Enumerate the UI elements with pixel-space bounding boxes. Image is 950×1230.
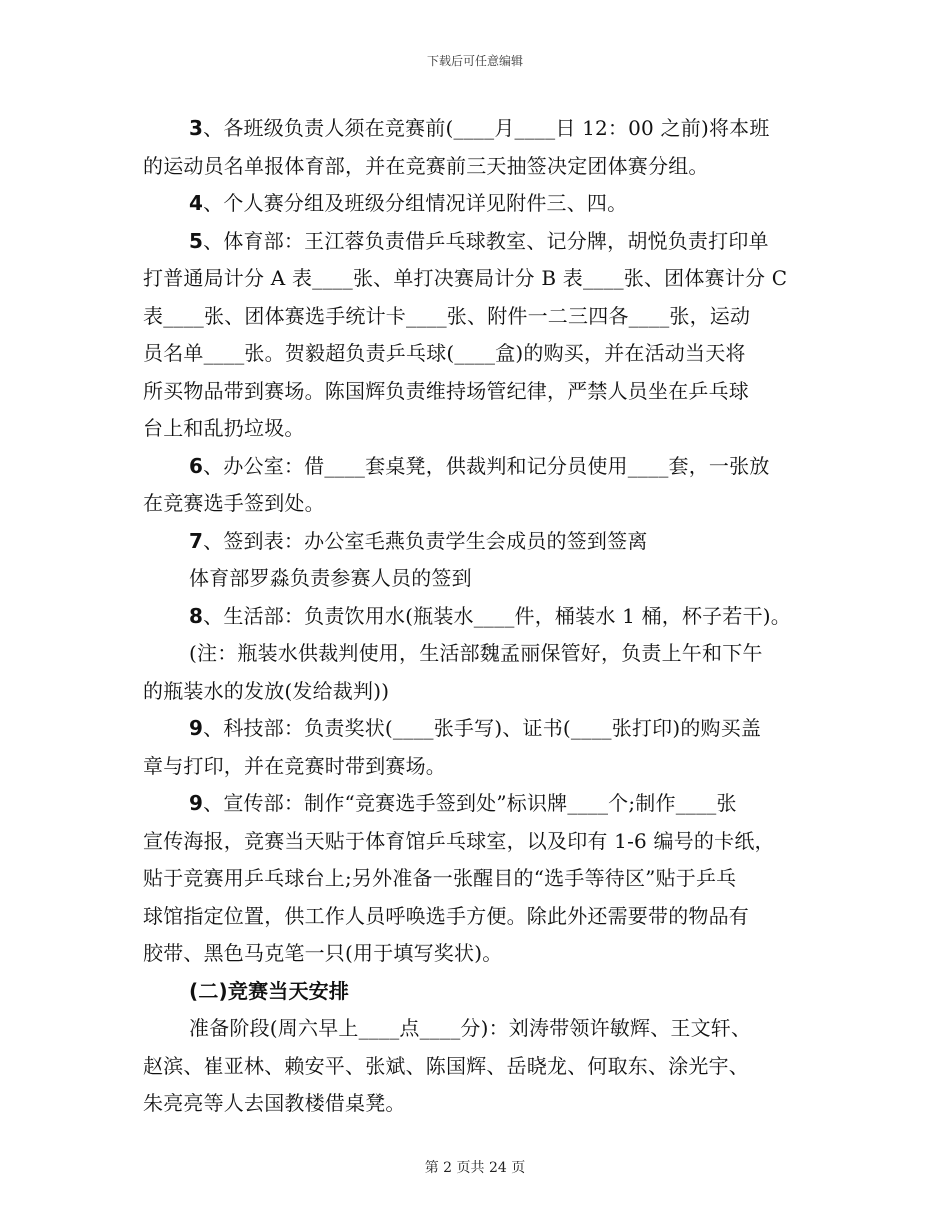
line-text: 、宣传部：制作“竞赛选手签到处”标识牌____个;制作____张 [203, 791, 737, 815]
text-line [143, 785, 823, 823]
line-text: 的瓶装水的发放(发给裁判)) [143, 678, 390, 703]
line-text: 、科技部：负责奖状(____张手写)、证书(____张打印)的购买盖 [203, 716, 762, 740]
text-line [143, 973, 823, 1011]
line-text: 赵滨、崔亚林、赖安平、张斌、陈国辉、岳晓龙、何取东、涂光宇、 [143, 1053, 749, 1078]
item-number: 8 [189, 603, 204, 628]
line-text: 体育部罗淼负责参赛人员的签到 [189, 566, 472, 590]
item-number: 6 [189, 453, 204, 478]
line-text: 表____张、团体赛选手统计卡____张、附件一二三四各____张，运动 [143, 303, 751, 328]
line-text: (注：瓶装水供裁判使用，生活部魏孟丽保管好，负责上午和下午 [189, 641, 763, 665]
item-number: 9 [189, 791, 204, 815]
text-line [143, 560, 823, 598]
text-line [143, 1010, 823, 1048]
item-number: 4 [189, 191, 204, 215]
line-text: 胶带、黑色马克笔一只(用于填写奖状)。 [143, 941, 503, 965]
line-text: 球馆指定位置，供工作人员呼唤选手方便。除此外还需要带的物品有 [143, 903, 749, 928]
text-line [143, 1048, 823, 1086]
line-text: 、各班级负责人须在竞赛前(____月____日 12：00 之前)将本班 [203, 116, 770, 140]
line-text: (二)竞赛当天安排 [189, 978, 350, 1003]
line-text: 、生活部：负责饮用水(瓶装水____件，桶装水 1 桶，杯子若干)。 [203, 603, 791, 628]
page-footer: 第 2 页共 24 页 [424, 1160, 526, 1176]
text-line [143, 448, 823, 486]
text-line [143, 185, 823, 223]
line-text: 准备阶段(周六早上____点____分)：刘涛带领许敏辉、王文轩、 [189, 1016, 752, 1040]
item-number: 9 [189, 716, 204, 740]
text-line [143, 523, 823, 561]
text-line [143, 598, 823, 636]
text-line [143, 635, 823, 673]
line-text: 、签到表：办公室毛燕负责学生会成员的签到签离 [203, 528, 648, 553]
line-text: 员名单____张。贺毅超负责乒乓球(____盒)的购买，并在活动当天将 [143, 341, 746, 365]
text-line [143, 673, 823, 711]
line-text: 打普通局计分 A 表____张、单打决赛局计分 B 表____张、团体赛计分 C [143, 266, 788, 290]
line-text: 在竞赛选手签到处。 [143, 491, 325, 515]
text-line [143, 935, 823, 973]
text-line [143, 148, 823, 186]
line-text: 、办公室：借____套桌凳，供裁判和记分员使用____套，一张放 [203, 453, 770, 478]
item-number: 3 [189, 116, 204, 140]
line-text: 、个人赛分组及班级分组情况详见附件三、四。 [203, 191, 628, 215]
text-line [143, 373, 823, 411]
text-line [143, 260, 823, 298]
text-line [143, 298, 823, 336]
document-body [143, 110, 823, 1123]
text-line [143, 223, 823, 261]
line-text: 台上和乱扔垃圾。 [143, 416, 305, 440]
line-text: 、体育部：王江蓉负责借乒乓球教室、记分牌，胡悦负责打印单 [203, 228, 769, 253]
text-line [143, 860, 823, 898]
item-number: 7 [189, 528, 204, 553]
text-line [143, 410, 823, 448]
text-line [143, 710, 823, 748]
line-text: 宣传海报，竞赛当天贴于体育馆乒乓球室，以及印有 1-6 编号的卡纸， [143, 828, 775, 853]
line-text: 的运动员名单报体育部，并在竞赛前三天抽签决定团体赛分组。 [143, 153, 709, 178]
text-line [143, 748, 823, 786]
text-line [143, 823, 823, 861]
line-text: 贴于竞赛用乒乓球台上;另外准备一张醒目的“选手等待区”贴于乒乓 [143, 866, 737, 890]
line-text: 朱亮亮等人去国教楼借桌凳。 [143, 1091, 406, 1115]
line-text: 所买物品带到赛场。陈国辉负责维持场管纪律，严禁人员坐在乒乓球 [143, 378, 749, 403]
text-line [143, 898, 823, 936]
page-header: 下载后可任意编辑 [426, 54, 523, 68]
text-line [143, 485, 823, 523]
item-number: 5 [189, 228, 204, 253]
text-line [143, 1085, 823, 1123]
line-text: 章与打印，并在竞赛时带到赛场。 [143, 753, 446, 778]
text-line [143, 335, 823, 373]
text-line [143, 110, 823, 148]
